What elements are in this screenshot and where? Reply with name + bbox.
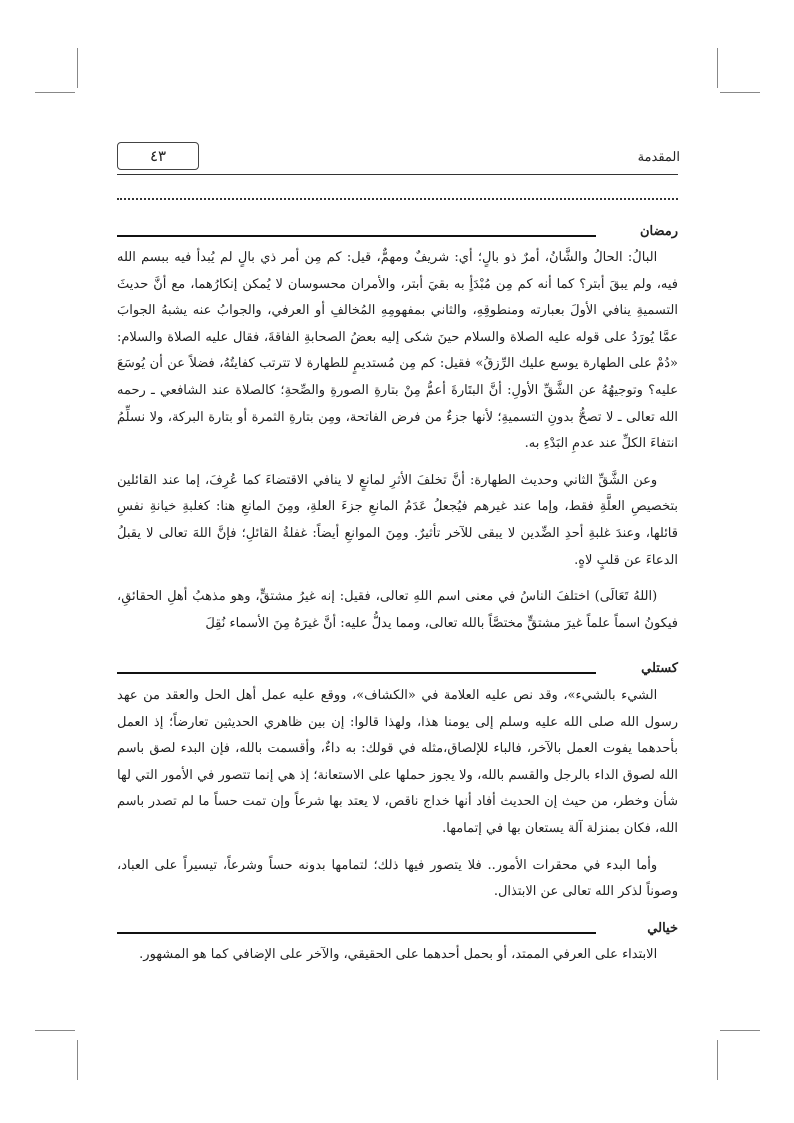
crop-mark	[35, 92, 75, 93]
section-heading-kastali	[117, 660, 678, 680]
crop-mark	[717, 48, 718, 88]
running-title: المقدمة	[637, 150, 680, 165]
crop-mark	[717, 1040, 718, 1080]
crop-mark	[77, 48, 78, 88]
section-rule	[117, 672, 596, 674]
header-rule	[117, 174, 678, 175]
page-number: ٤٣	[117, 142, 199, 170]
kastali-text	[117, 683, 678, 906]
crop-mark	[720, 92, 760, 93]
crop-mark	[720, 1030, 760, 1031]
paragraph: الشيء بالشيء»، وقد نص عليه العلامة في «الكشاف»، ووقع عليه عمل أهل الحل والعقد من عهد رسول الله صلى الله عليه وسلم إلى يومنا هذا، ولهذا قالوا: إن بين ظاهري الحديثين تعارضاً؛ إذ العمل بأحدهما يفوت العمل بالآخر، فالباء للإلصاق،مثله في قولك: به داءٌ، وأقسمت بالله، فإن البدء لصق باسم الله لصوق الداء بالرجل والقسم بالله، ولا يجوز حملها على الاستعانة؛ إذ هي إنما تتصور في الأمور التي لها شأن وخطر، من حيث إن الحديث أفاد أنها خداج ناقص، لا يعتد بها شرعاً وإن تمت حساً ما لم تصدر باسم الله، فكان بمنزلة آلة يستعان بها في إتمامها.	[117, 688, 678, 836]
section-label: خيالي	[647, 921, 678, 936]
section-heading-khayali	[117, 920, 678, 940]
paragraph: الابتداء على العرفي الممتد، أو بحمل أحدهما على الحقيقي، والآخر على الإضافي كما هو المشهور.	[139, 947, 658, 962]
khayali-text	[117, 942, 678, 969]
paragraph: البالُ: الحالُ والشَّانُ، أمرٌ ذو بالٍ؛ أي: شريفٌ ومهمٌّ، قيل: كم مِن أمر ذي بالٍ لم يُبدأ فيه ببسم الله فيه، ولم يبقَ أبتر؟ كما أنه كم مِن مُبْدَأٍ به بقيَ أبتر، والأمران محسوسان لا يُمكن إنكارُهما، مع أنَّ حديثَ التسميةِ ينافي الأولَ بعبارته ومنطوقِهِ، والثاني بمفهومِهِ المُخالفِ أو العرفي، والجوابُ عنه يشبهُ الجوابَ عمَّا يُورَدُ على قوله عليه الصلاة والسلام حينَ شكى إليه بعضُ الصحابةِ الفاقةَ، فقال عليه الصلاة والسلام: «دُمْ على الطهارة يوسع عليك الرِّزقُ» فقيل: كم مِن مُستديمٍ للطهارة لا تترتب كفايتُهُ، فضلاً عن أن يُوسَعَ عليه؟ وتوجيهُهُ عن الشَّقِّ الأولِ: أنَّ البتَارةَ أعمُّ مِنْ بتارةِ الصورةِ والصِّحةِ؛ كالصلاة عند الشافعي ـ رحمه الله تعالى ـ لا تصحُّ بدونِ التسميةِ؛ لأنها جزءٌ من فرض الفاتحة، ومِن بتارةِ الثمرة أو بتارة البركة، ولا نسلِّمُ انتفاءَ الكلِّ عند عدمِ البَدْءِ به.	[117, 250, 678, 452]
dotted-separator	[117, 198, 678, 200]
ramadan-text	[117, 245, 678, 637]
section-rule	[117, 932, 596, 934]
section-label: رمضان	[639, 224, 678, 239]
crop-mark	[35, 1030, 75, 1031]
section-label: كستلي	[641, 661, 678, 676]
paragraph: وأما البدء في محقرات الأمور.. فلا يتصور فيها ذلك؛ لتمامها بدونه حساً وشرعاً، تيسيراً على العباد، وصوناً لذكر الله تعالى عن الابتذال.	[117, 857, 678, 900]
crop-mark	[77, 1040, 78, 1080]
paragraph: (اللهُ تَعَالَى) اختلفَ الناسُ في معنى اسم اللهِ تعالى، فقيل: إنه غيرُ مشتقٍّ، وهو مذهبُ أهلِ الحقائقِ، فيكونُ اسماً علماً غيرَ مشتقٍّ مختصَّاً بالله تعالى، ومما يدلُّ عليه: أنَّ غيرَهُ مِنَ الأسماء نُقِلَ	[117, 589, 678, 631]
section-heading-ramadan	[117, 223, 678, 243]
section-rule	[117, 235, 596, 237]
paragraph: وعن الشَّقِّ الثاني وحديث الطهارة: أنَّ تخلفَ الأثرِ لمانعٍ لا ينافي الاقتضاءَ كما عُرِفَ، إما عند القائلين بتخصيصِ العلَّةِ فقط، وإما عند غيرهم فيُجعلُ عَدَمُ المانعِ جزءَ العلةِ، ومِنَ المانعِ هنا: كغلبةِ خيانةِ نفسِ قائلها، وعندَ غلبةِ أحدِ الضِّدين لا يبقى للآخر تأثيرٌ. ومِنَ الموانعِ أيضاً: غفلةُ القائلِ؛ فإنَّ اللهَ تعالى لا يقبلُ الدعاءَ عن قلبٍ لاهٍ.	[117, 472, 678, 568]
